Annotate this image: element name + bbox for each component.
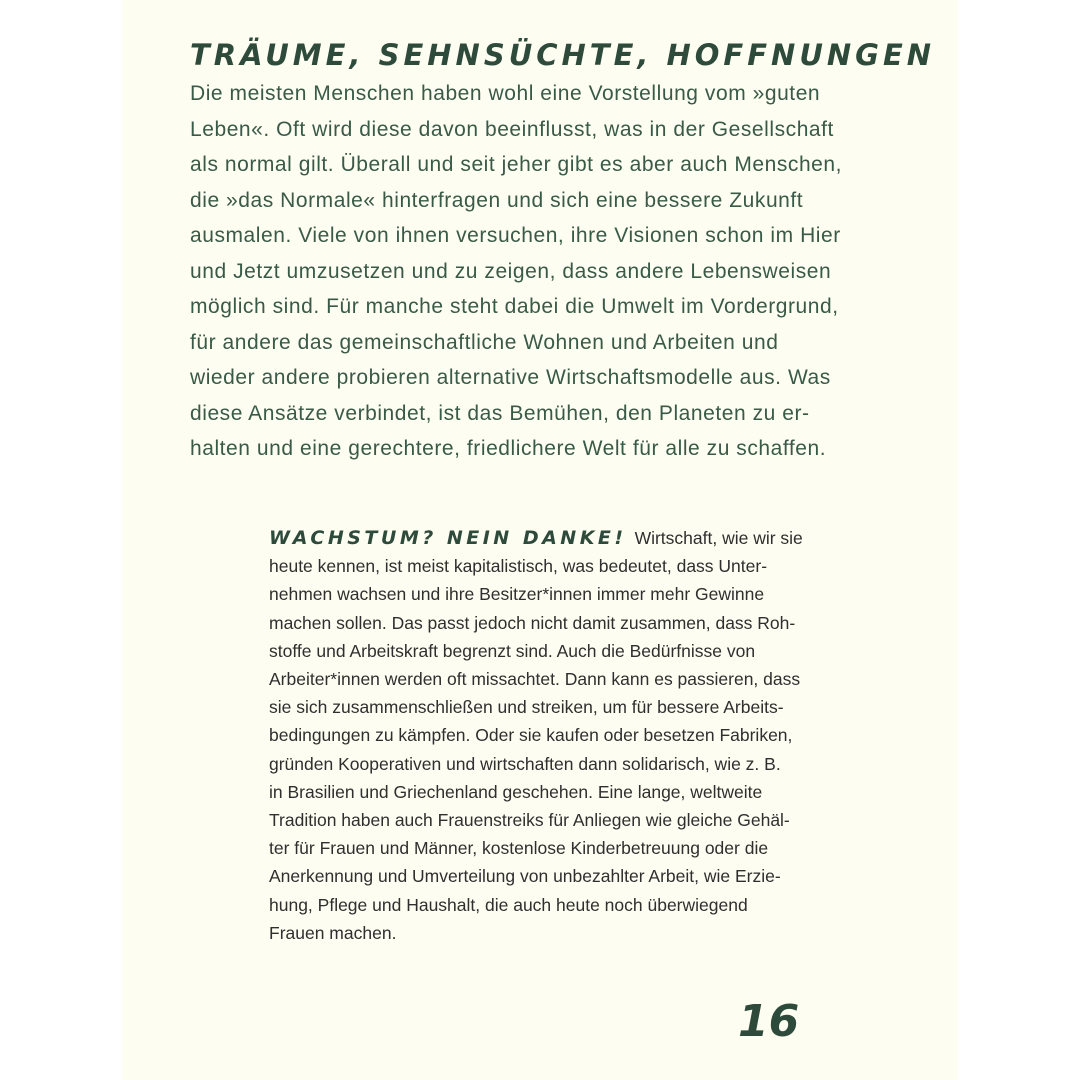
info-box-line: ter für Frauen und Männer, kostenlose Kinderbetreuung oder die (269, 838, 769, 859)
info-box-line: machen sollen. Das passt jedoch nicht damit zusammen, dass Roh- (269, 612, 796, 633)
page-heading: TRÄUME, SEHNSÜCHTE, HOFFNUNGEN (190, 38, 936, 72)
info-box-first-line (269, 524, 889, 552)
info-box-line: sie sich zusammenschließen und streiken, um für bessere Arbeits- (269, 697, 784, 718)
info-box-line: heute kennen, ist meist kapitalistisch, was bedeutet, dass Unter- (269, 556, 768, 577)
page-number: 16 (738, 996, 800, 1047)
info-box-line: in Brasilien und Griechenland geschehen. Eine lange, weltweite (269, 781, 763, 802)
intro-line: wieder andere probieren alternative Wirtschaftsmodelle aus. Was (190, 366, 831, 389)
intro-line: Die meisten Menschen haben wohl eine Vorstellung vom »guten (190, 82, 821, 105)
intro-line: diese Ansätze verbindet, ist das Bemühen, den Planeten zu er- (190, 401, 810, 425)
intro-line: möglich sind. Für manche steht dabei die Umwelt im Vordergrund, (190, 295, 839, 318)
info-box-line: stoffe und Arbeitskraft begrenzt sind. Auch die Bedürfnisse von (269, 640, 756, 661)
intro-line: Leben«. Oft wird diese davon beeinflusst, was in der Gesellschaft (190, 117, 834, 141)
info-box-line: nehmen wachsen und ihre Besitzer*innen immer mehr Gewinne (269, 584, 765, 605)
info-box-title: WACHSTUM? NEIN DANKE! (269, 527, 627, 549)
info-box-line: Arbeiter*innen werden oft missachtet. Dann kann es passieren, dass (269, 669, 801, 690)
intro-line: und Jetzt umzusetzen und zu zeigen, dass andere Lebensweisen (190, 259, 832, 283)
info-box-line: Wirtschaft, wie wir sie (634, 528, 803, 548)
info-box (269, 524, 889, 947)
intro-paragraph (190, 76, 910, 467)
intro-line: ausmalen. Viele von ihnen versuchen, ihre Visionen schon im Hier (190, 224, 841, 247)
intro-line: halten und eine gerechtere, friedlichere Welt für alle zu schaffen. (190, 437, 827, 460)
intro-line: als normal gilt. Überall und seit jeher gibt es aber auch Menschen, (190, 153, 843, 176)
intro-line: die »das Normale« hinterfragen und sich eine bessere Zukunft (190, 188, 804, 212)
info-box-line: Tradition haben auch Frauenstreiks für Anliegen wie gleiche Gehäl- (269, 810, 790, 831)
info-box-line: gründen Kooperativen und wirtschaften dann solidarisch, wie z. B. (269, 753, 781, 774)
info-box-line: Frauen machen. (269, 922, 397, 943)
info-box-line: Anerkennung und Umverteilung von unbezahlter Arbeit, wie Erzie- (269, 866, 781, 887)
info-box-line: hung, Pflege und Haushalt, die auch heute noch überwiegend (269, 894, 748, 915)
info-box-line: bedingungen zu kämpfen. Oder sie kaufen oder besetzen Fabriken, (269, 725, 793, 746)
intro-line: für andere das gemeinschaftliche Wohnen und Arbeiten und (190, 330, 779, 354)
